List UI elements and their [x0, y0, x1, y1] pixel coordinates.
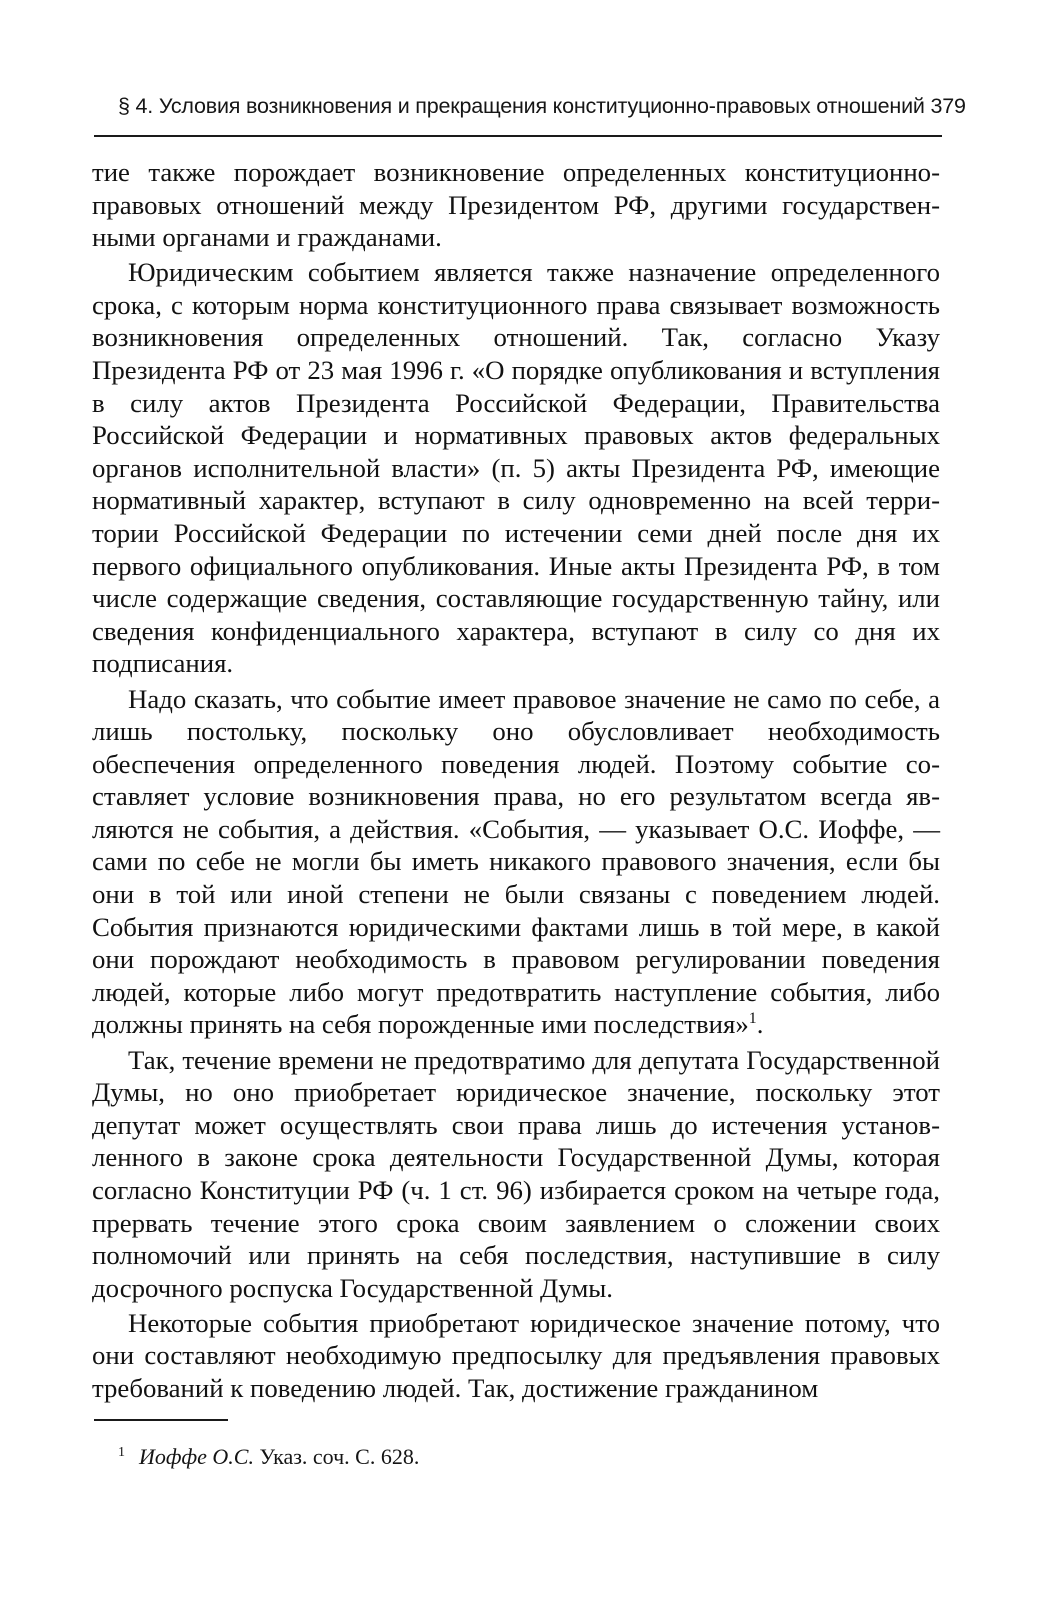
- paragraph-continuation: тие также порождает возникновение определенных конституционно-правовых отношений между Президентом РФ, другими государственными органами и гражданами.: [92, 157, 940, 253]
- paragraph-tail: .: [756, 1009, 764, 1040]
- paragraph-text: Надо сказать, что событие имеет правовое значение не само по себе, а лишь постольку, поскольку оно обусловливает необходимость обеспечения определенного поведения людей. Поэтому событие составляет условие возникновения права, но его результатом всегда являются не события, а действия. «События, — указывает О.С. Иоффе, — сами по себе не могли бы иметь никакого правового значения, если бы они в той или иной степени не были связаны с поведением людей. События признаются юридическими фактами лишь в той мере, в какой они порождают необходимость в правовом регулировании поведения людей, которые либо могут предотвратить наступление события, либо должны принять на себя порожденные ими последствия»: [92, 683, 940, 1040]
- main-text: [92, 156, 940, 1405]
- footnote-rule: [94, 1419, 228, 1421]
- footnote-author: Иоффе О.С.: [139, 1444, 254, 1469]
- paragraph: Так, течение времени не предотвратимо для депутата Государственной Думы, но оно приобретает юридическое значение, поскольку этот депутат может осуществлять свои права лишь до истечения установленного в законе срока деятельности Государственной Думы, которая согласно Конституции РФ (ч. 1 ст. 96) избирается сроком на четыре года, прервать течение этого срока своим заявлением о сложении своих полномочий или принять на себя последствия, наступившие в силу досрочного роспуска Государственной Думы.: [92, 1044, 940, 1303]
- footnote: [118, 1444, 419, 1470]
- footnote-reference: 1: [748, 1010, 757, 1028]
- running-header: § 4. Условия возникновения и прекращения конституционно-правовых отношений 379: [118, 94, 966, 118]
- footnote-reference-text: Указ. соч. С. 628.: [259, 1444, 420, 1469]
- paragraph: Некоторые события приобретают юридическое значение потому, что они составляют необходимую предпосылку для предъявления правовых требований к поведению людей. Так, достижение гражданином: [92, 1307, 940, 1403]
- paragraph: Юридическим событием является также назначение определенного срока, с которым норма конституционного права связывает возможность возникновения определенных отношений. Так, согласно Указу Президента РФ от 23 мая 1996 г. «О порядке опубликования и вступления в силу актов Президента Российской Федерации, Правительства Российской Федерации и нормативных правовых актов федеральных органов исполнительной власти» (п. 5) акты Президента РФ, имеющие нормативный характер, вступают в силу одновременно на всей территории Российской Федерации по истечении семи дней после дня их первого официального опубликования. Иные акты Президента РФ, в том числе содержащие сведения, составляющие государственную тайну, или сведения конфиденциального характера, вступают в силу со дня их подписания.: [92, 257, 940, 679]
- paragraph-with-footnote: [92, 683, 940, 1042]
- header-rule: [94, 135, 942, 137]
- footnote-number: 1: [118, 1444, 125, 1460]
